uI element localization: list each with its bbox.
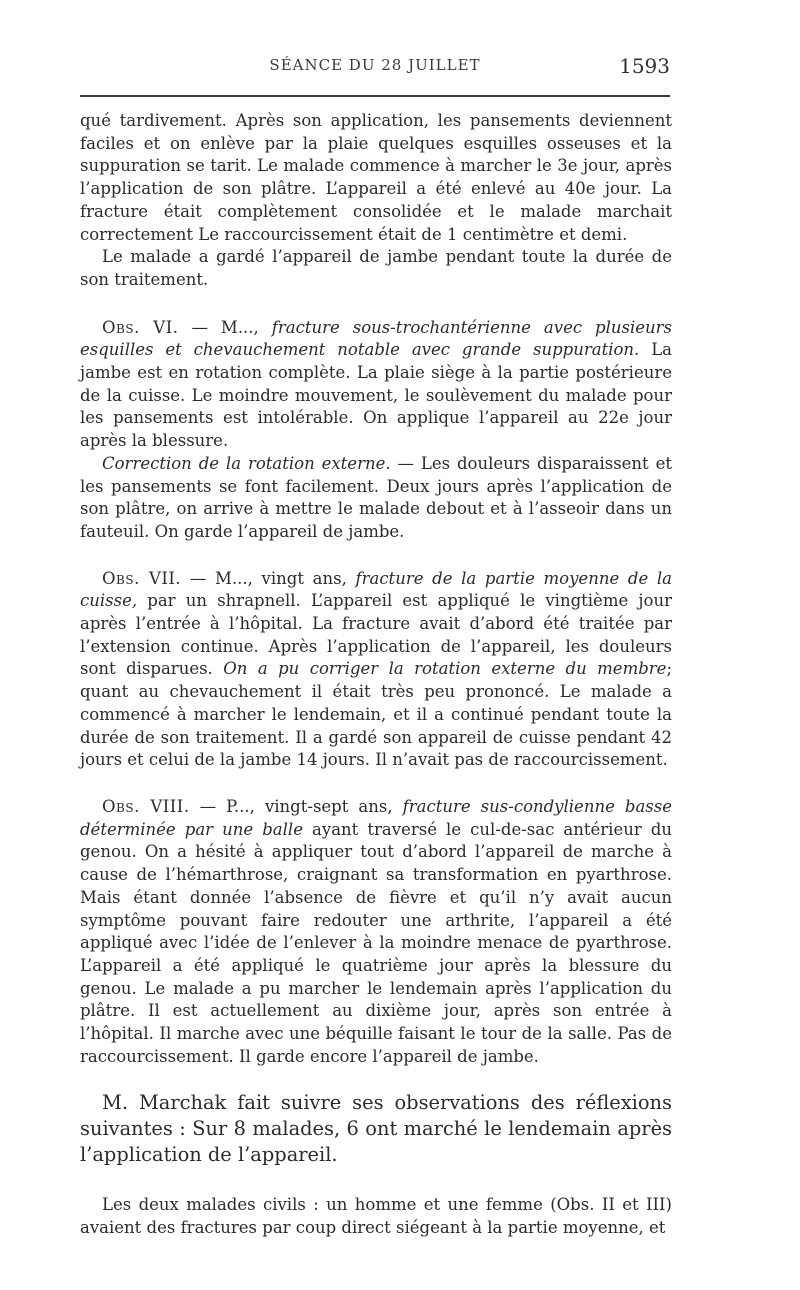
body-text — [80, 110, 672, 1240]
obs-correction: Correction de la rotation externe. — [102, 453, 391, 473]
obs-label: Obs. VI. — [102, 317, 179, 337]
paragraph-malades-civils: Les deux malades civils : un homme et une femme (Obs. II et III) avaient des fractures par coup direct siégeant à la partie moyenne, et — [80, 1195, 672, 1238]
obs-text: — Les douleurs disparaissent et les pansements se font facilement. Deux jours après l’application de son plâtre, on arrive à mettre le malade debout et à l’asseoir dans un fauteuil. On garde l’appareil de jambe. — [80, 453, 672, 541]
paragraph-continuation: qué tardivement. Après son application, les pansements deviennent faciles et on enlève par la plaie quelques esquilles osseuses et la suppuration se tarit. Le malade commence à marcher le 3e jour, après l’application de son plâtre. L’appareil a été enlevé au 40e jour. La fracture était complètement consolidée et le malade marchait correctement Le raccourcissement était de 1 centimètre et demi. — [80, 111, 672, 244]
obs-text: La jambe est en rotation complète. La plaie siège à la partie postérieure de la cuisse. Le moindre mouvement, le soulèvement du malade pour les pansements est intolérable. On applique l’appareil au 22e jour après la blessure. — [80, 340, 673, 451]
obs-diagnosis: fracture sus-condylienne basse déterminée par une balle — [80, 796, 672, 839]
observation-viii — [80, 796, 672, 1068]
header-rule — [80, 95, 670, 97]
obs-text: par un shrapnell. L’appareil est appliqué le vingtième jour après l’entrée à l’hôpital. La fracture avait d’abord été traitée par l’extension continue. Après l’application de l’appareil, les douleurs sont disparues. — [80, 591, 672, 679]
obs-diagnosis: fracture sous-trochantérienne avec plusieurs esquilles et chevauchement notable avec grande suppuration. — [80, 317, 673, 360]
running-head: SÉANCE DU 28 JUILLET — [269, 56, 481, 74]
obs-patient: — M..., — [178, 317, 272, 337]
obs-text: ; quant au chevauchement il était très peu prononcé. Le malade a commencé à marcher le lendemain, et il a continué pendant toute la durée de son traitement. Il a gardé son appareil de cuisse pendant 42 jours et celui de la jambe 14 jours. Il n’avait pas de raccourcissement. — [80, 659, 672, 770]
paragraph-jambe: Le malade a gardé l’appareil de jambe pendant toute la durée de son traitement. — [80, 247, 672, 289]
obs-diagnosis: fracture de la partie moyenne de la cuisse, — [80, 568, 672, 611]
page-header — [80, 56, 670, 86]
observation-vi — [80, 317, 672, 453]
obs-correction: On a pu corriger la rotation externe du membre — [223, 659, 667, 679]
observation-vii — [80, 568, 672, 772]
obs-patient: — M..., vingt ans, — [181, 568, 356, 588]
obs-label: Obs. VII. — [102, 568, 182, 588]
obs-patient: — P..., vingt-sept ans, — [189, 796, 403, 816]
marchak-reflexions: M. Marchak fait suivre ses observations des réflexions suivantes : Sur 8 malades, 6 ont marché le lendemain après l’application de l’appareil. — [80, 1091, 672, 1167]
obs-label: Obs. VIII. — [102, 796, 190, 816]
page-number: 1593 — [619, 54, 670, 78]
observation-vi-correction — [80, 453, 672, 544]
obs-text: ayant traversé le cul-de-sac antérieur du genou. On a hésité à appliquer tout d’abord l’appareil de marche à cause de l’hémarthrose, craignant sa transformation en pyarthrose. Mais étant donnée l’absence de fièvre et qu’il n’y avait aucun symptôme pouvant faire redouter une arthrite, l’appareil a été appliqué avec l’idée de l’enlever à la moindre menace de pyarthrose. L’appareil a été appliqué le quatrième jour après la blessure du genou. Le malade a pu marcher le lendemain après l’application du plâtre. Il est actuellement au dixième jour, après son entrée à l’hôpital. Il marche avec une béquille faisant le tour de la salle. Pas de raccourcissement. Il garde encore l’appareil de jambe. — [80, 819, 672, 1066]
